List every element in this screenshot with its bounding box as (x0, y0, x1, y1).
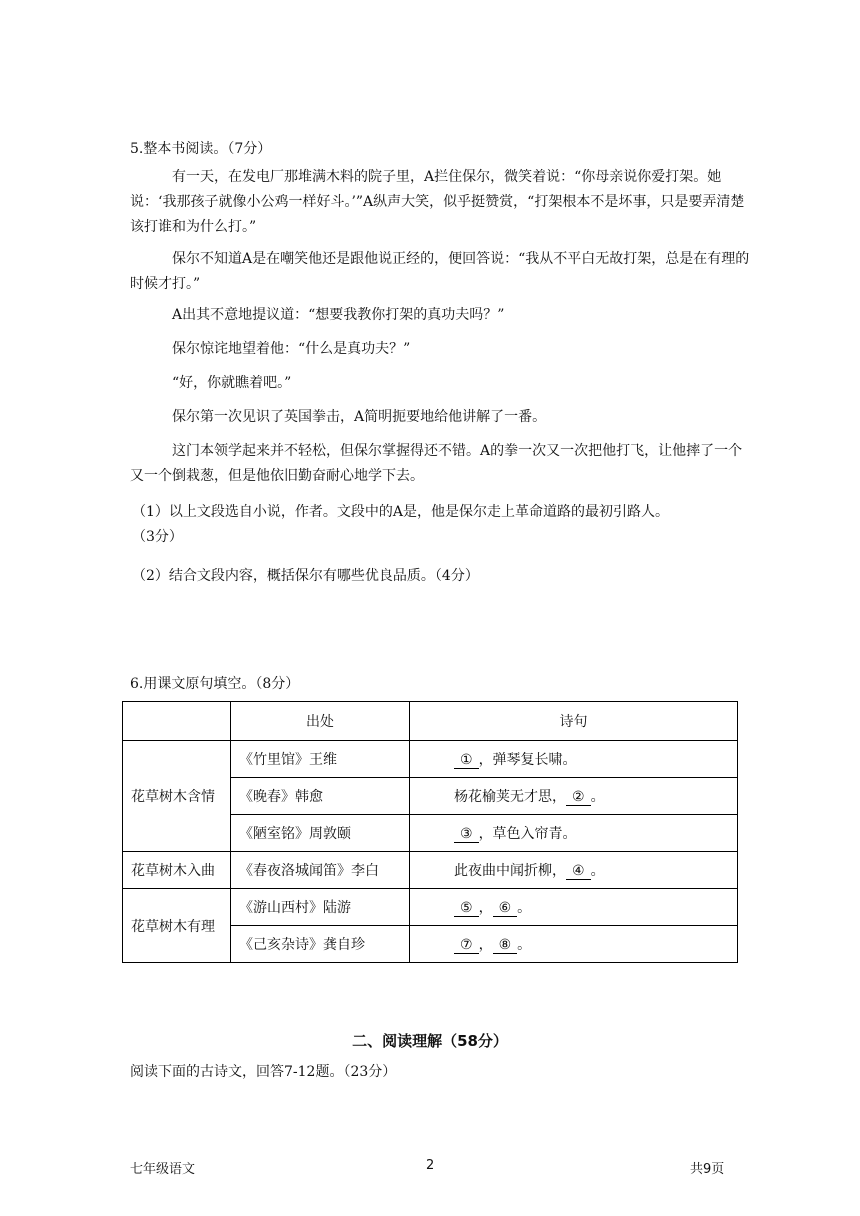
verse-cell (410, 889, 738, 926)
table-row (123, 852, 738, 889)
header-empty-cell (123, 702, 231, 741)
fill-blank-7[interactable]: ⑦ (454, 937, 479, 954)
section-intro: 阅读下面的古诗文，回答7-12题。（23分） (130, 1064, 397, 1080)
table-header-row (123, 702, 738, 741)
verse-text: 。 (517, 900, 532, 916)
fill-blank-2[interactable]: ② (566, 789, 591, 806)
q5-paragraph-1: 有一天，在发电厂那堆满木料的院子里，A拦住保尔，微笑着说：“你母亲说你爱打架。她说：‘我那孩子就像小公鸡一样好斗。’”A纵声大笑，似乎挺赞赏，“打架根本不是坏事，只是要弄清楚该打谁和为什么打。” (130, 169, 745, 235)
verse-text: ，弹琴复长啸。 (478, 752, 577, 768)
fill-blank-6[interactable]: ⑥ (493, 900, 518, 917)
q5-paragraph-3: A出其不意地提议道：“想要我教你打架的真功夫吗？” (172, 307, 505, 323)
footer-subject: 七年级语文 (130, 1162, 196, 1177)
q5-paragraph-2: 保尔不知道A是在嘲笑他还是跟他说正经的，便回答说：“我从不平白无故打架，总是在有理的时候才打。” (130, 251, 750, 292)
footer-total-pages: 共9页 (690, 1162, 725, 1177)
source-cell: 《春夜洛城闻笛》李白 (231, 852, 410, 889)
fill-blank-4[interactable]: ④ (566, 863, 591, 880)
verse-cell (410, 815, 738, 852)
fill-blank-8[interactable]: ⑧ (493, 937, 518, 954)
q5-sub1: （1）以上文段选自小说，作者。文段中的A是，他是保尔走上革命道路的最初引路人。 (132, 504, 670, 520)
fill-blank-5[interactable]: ⑤ (454, 900, 479, 917)
poem-table (122, 701, 738, 963)
section-title: 二、阅读理解（58分） (352, 1032, 508, 1050)
verse-text: ，草色入帘青。 (478, 826, 577, 842)
category-cell: 花草树木入曲 (123, 852, 231, 889)
verse-text: 。 (590, 789, 605, 805)
verse-text: ， (478, 900, 493, 916)
verse-cell (410, 852, 738, 889)
verse-text: ， (478, 937, 493, 953)
verse-cell (410, 926, 738, 963)
footer-page-number: 2 (426, 1158, 435, 1173)
verse-text: 杨花榆荚无才思， (454, 789, 566, 805)
fill-blank-1[interactable]: ① (454, 752, 479, 769)
header-source: 出处 (231, 702, 410, 741)
verse-cell (410, 778, 738, 815)
verse-text: 此夜曲中闻折柳， (454, 863, 566, 879)
source-cell: 《晚春》韩愈 (231, 778, 410, 815)
table-row (123, 741, 738, 778)
source-cell: 《陋室铭》周敦颐 (231, 815, 410, 852)
q5-sub1-score: （3分） (132, 529, 183, 545)
verse-cell (410, 741, 738, 778)
header-verse: 诗句 (410, 702, 738, 741)
table-row (123, 889, 738, 926)
category-cell: 花草树木有理 (123, 889, 231, 963)
verse-text: 。 (517, 937, 532, 953)
q5-title: 5.整本书阅读。（7分） (130, 141, 272, 157)
q5-sub2: （2）结合文段内容，概括保尔有哪些优良品质。（4分） (132, 568, 479, 584)
q5-paragraph-4: 保尔惊诧地望着他：“什么是真功夫？” (172, 341, 411, 357)
fill-blank-3[interactable]: ③ (454, 826, 479, 843)
source-cell: 《竹里馆》王维 (231, 741, 410, 778)
verse-text: 。 (590, 863, 605, 879)
source-cell: 《己亥杂诗》龚自珍 (231, 926, 410, 963)
q5-paragraph-6: 保尔第一次见识了英国拳击，A简明扼要地给他讲解了一番。 (172, 409, 547, 425)
q6-title: 6.用课文原句填空。（8分） (130, 676, 300, 692)
category-cell: 花草树木含情 (123, 741, 231, 852)
source-cell: 《游山西村》陆游 (231, 889, 410, 926)
q5-paragraph-7: 这门本领学起来并不轻松，但保尔掌握得还不错。A的拳一次又一次把他打飞，让他摔了一个又一个倒栽葱，但是他依旧勤奋耐心地学下去。 (130, 443, 743, 484)
q5-paragraph-5: “好，你就瞧着吧。” (172, 375, 292, 391)
